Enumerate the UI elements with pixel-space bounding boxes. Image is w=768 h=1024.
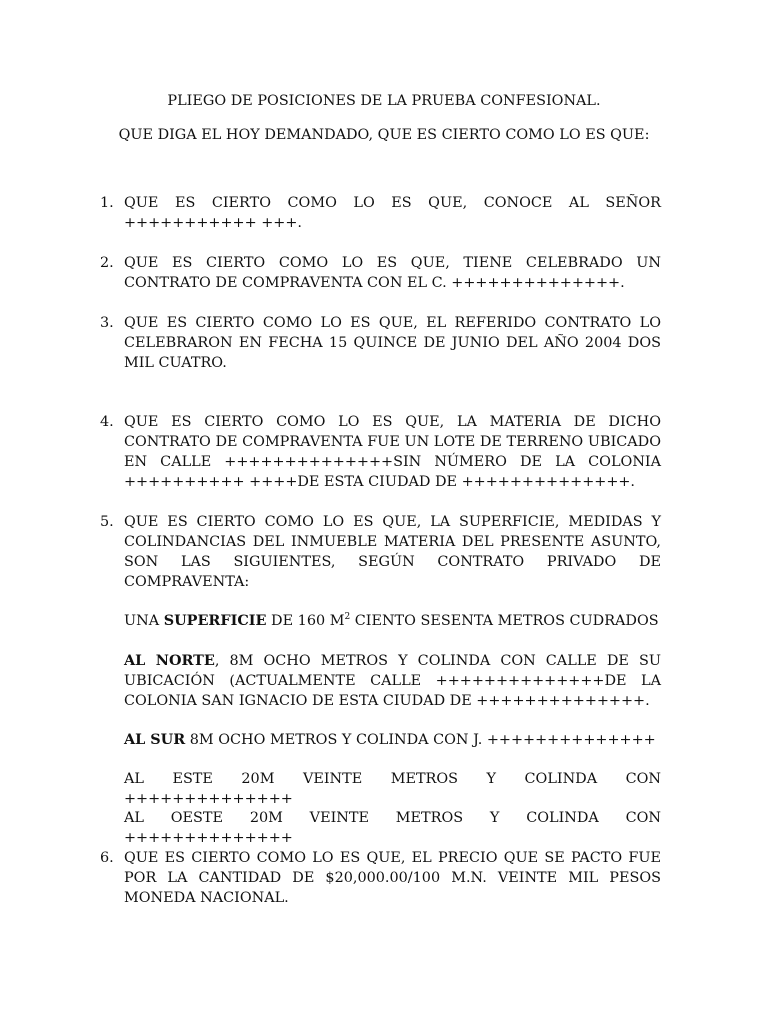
norte-paragraph — [124, 651, 661, 711]
item-text: QUE ES CIERTO COMO LO ES QUE, EL PRECIO QUE SE PACTO FUE POR LA CANTIDAD DE $20,000.00/100 M.N. VEINTE MIL PESOS MONEDA NACIONAL. — [124, 850, 661, 906]
oeste-paragraph: AL OESTE 20M VEINTE METROS Y COLINDA CON ++++++++++++++ — [124, 810, 661, 846]
item-number: 6. — [100, 850, 114, 866]
superficie-middle: DE 160 M — [266, 613, 345, 629]
sur-bold: AL SUR — [124, 731, 186, 748]
sur-paragraph — [124, 730, 661, 750]
list-item — [100, 193, 661, 233]
item-text: QUE ES CIERTO COMO LO ES QUE, CONOCE AL SEÑOR +++++++++++ +++. — [124, 195, 661, 231]
document-title: PLIEGO DE POSICIONES DE LA PRUEBA CONFESIONAL. — [167, 93, 601, 109]
item-text: QUE ES CIERTO COMO LO ES QUE, EL REFERIDO CONTRATO LO CELEBRARON EN FECHA 15 QUINCE DE JUNIO DEL AÑO 2004 DOS MIL CUATRO. — [124, 315, 661, 371]
item-number: 3. — [100, 315, 114, 331]
item-number: 4. — [100, 414, 114, 430]
list-item — [100, 512, 661, 592]
list-item — [100, 848, 661, 908]
item-text: QUE ES CIERTO COMO LO ES QUE, TIENE CELEBRADO UN CONTRATO DE COMPRAVENTA CON EL C. ++++++++++++++. — [124, 255, 661, 291]
sur-text: 8M OCHO METROS Y COLINDA CON J. ++++++++++++++ — [185, 732, 656, 748]
superficie-suffix: CIENTO SESENTA METROS CUDRADOS — [350, 613, 659, 629]
superficie-bold: SUPERFICIE — [163, 612, 267, 629]
item-number: 5. — [100, 514, 114, 530]
superficie-prefix: UNA — [124, 613, 164, 629]
este-paragraph: AL ESTE 20M VEINTE METROS Y COLINDA CON ++++++++++++++ — [124, 771, 661, 807]
item-number: 2. — [100, 255, 114, 271]
document-subtitle: QUE DIGA EL HOY DEMANDADO, QUE ES CIERTO COMO LO ES QUE: — [118, 127, 650, 143]
list-item — [100, 313, 661, 373]
norte-text: , 8M OCHO METROS Y COLINDA CON CALLE DE SU UBICACIÓN (ACTUALMENTE CALLE ++++++++++++++DE LA COLONIA SAN IGNACIO DE ESTA CIUDAD DE ++++++++++++++. — [124, 653, 661, 709]
list-item — [100, 412, 661, 492]
superficie-superscript: 2 — [344, 612, 351, 622]
list-item — [100, 253, 661, 293]
superficie-paragraph — [124, 611, 661, 631]
item-text: QUE ES CIERTO COMO LO ES QUE, LA SUPERFICIE, MEDIDAS Y COLINDANCIAS DEL INMUEBLE MATERIA DEL PRESENTE ASUNTO, SON LAS SIGUIENTES, SEGÚN CONTRATO PRIVADO DE COMPRAVENTA: — [124, 514, 661, 590]
item-number: 1. — [100, 195, 114, 211]
norte-bold: AL NORTE — [124, 652, 215, 669]
item-text: QUE ES CIERTO COMO LO ES QUE, LA MATERIA DE DICHO CONTRATO DE COMPRAVENTA FUE UN LOTE DE TERRENO UBICADO EN CALLE ++++++++++++++SIN NÚMERO DE LA COLONIA ++++++++++ ++++DE ESTA CIUDAD DE ++++++++++++++. — [124, 414, 661, 490]
